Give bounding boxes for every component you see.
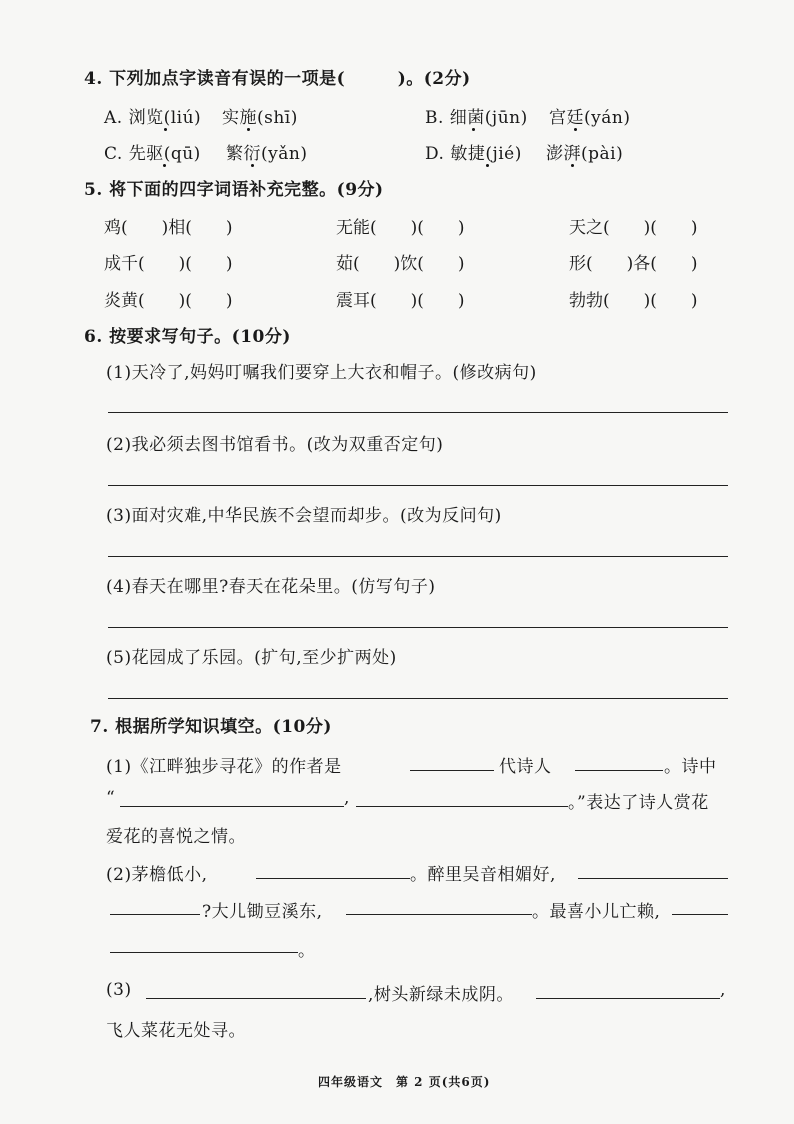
emphasis-dot [163,164,166,167]
q4-option-a1: A. 浏览(liú) [104,108,202,128]
blank-line[interactable] [672,914,728,915]
q5-item: 震耳( )( ) [336,291,465,311]
blank-line[interactable] [256,878,410,879]
q5-item: 无能( )( ) [336,218,465,238]
answer-line[interactable] [108,698,728,699]
q5-item: 茹( )饮( ) [336,254,465,274]
blank-line[interactable] [110,914,200,915]
q4-option-d2: 澎湃(pài) [546,144,624,164]
blank-line[interactable] [575,770,663,771]
q7-p1-comma: , [344,788,350,808]
q7-p2-a: (2)茅檐低小, [106,865,208,885]
q6-item-5: (5)花园成了乐园。(扩句,至少扩两处) [106,648,397,668]
q7-p3-c: , [720,980,726,1000]
q6-item-3: (3)面对灾难,中华民族不会望而却步。(改为反问句) [106,506,502,526]
q6-item-1: (1)天冷了,妈妈叮嘱我们要穿上大衣和帽子。(修改病句) [106,363,537,383]
q4-option-b1: B. 细菌(jūn) [425,108,528,128]
q7-p3-end: 飞人菜花无处寻。 [106,1021,246,1041]
q7-p1-b: 代诗人 [499,757,552,777]
emphasis-dot [571,164,574,167]
q4-option-c1: C. 先驱(qū) [104,144,201,164]
q7-p1-a: (1)《江畔独步寻花》的作者是 [106,757,342,777]
blank-line[interactable] [536,998,720,999]
q5-item: 鸡( )相( ) [104,218,233,238]
q6-item-2: (2)我必须去图书馆看书。(改为双重否定句) [106,435,444,455]
emphasis-dot [247,128,250,131]
q4-option-b2: 宫廷(yán) [549,108,631,128]
blank-line[interactable] [110,952,298,953]
blank-line[interactable] [578,878,728,879]
q7-p1-quote-close: 。”表达了诗人赏花 [568,793,709,813]
emphasis-dot [574,128,577,131]
answer-line[interactable] [108,412,728,413]
blank-line[interactable] [346,914,532,915]
page-footer: 四年级语文 第 2 页(共6页) [318,1075,491,1089]
q6-title: 6. 按要求写句子。(10分) [84,327,291,347]
q7-p2-b: 。醉里吴音相媚好, [410,865,556,885]
blank-line[interactable] [146,998,366,999]
blank-line[interactable] [356,806,568,807]
q4-option-c2: 繁衍(yǎn) [226,144,308,164]
q7-p3-a: (3) [106,980,132,1000]
answer-line[interactable] [108,627,728,628]
answer-line[interactable] [108,485,728,486]
q5-item: 炎黄( )( ) [104,291,233,311]
q5-item: 天之( )( ) [569,218,698,238]
q7-p1-c: 。诗中 [664,757,717,777]
q7-title: 7. 根据所学知识填空。(10分) [90,717,332,737]
blank-line[interactable] [410,770,494,771]
q5-item: 形( )各( ) [569,254,698,274]
q7-p2-d: 。最喜小儿亡赖, [532,902,661,922]
emphasis-dot [486,164,489,167]
emphasis-dot [164,128,167,131]
emphasis-dot [251,164,254,167]
q5-item: 勃勃( )( ) [569,291,698,311]
blank-line[interactable] [120,806,344,807]
q7-p2-c: ?大儿锄豆溪东, [202,902,323,922]
q7-p3-b: ,树头新绿未成阴。 [368,985,514,1005]
q7-p1-quote-open: “ [106,788,116,808]
q6-item-4: (4)春天在哪里?春天在花朵里。(仿写句子) [106,577,436,597]
q7-p2-e: 。 [298,941,316,961]
q7-p1-end: 爱花的喜悦之情。 [106,827,246,847]
q5-title: 5. 将下面的四字词语补充完整。(9分) [84,180,384,200]
q5-item: 成千( )( ) [104,254,233,274]
q4-option-d1: D. 敏捷(jié) [425,144,522,164]
q4-option-a2: 实施(shī) [222,108,298,128]
q4-title: 4. 下列加点字读音有误的一项是( )。(2分) [84,69,471,89]
answer-line[interactable] [108,556,728,557]
emphasis-dot [472,128,475,131]
